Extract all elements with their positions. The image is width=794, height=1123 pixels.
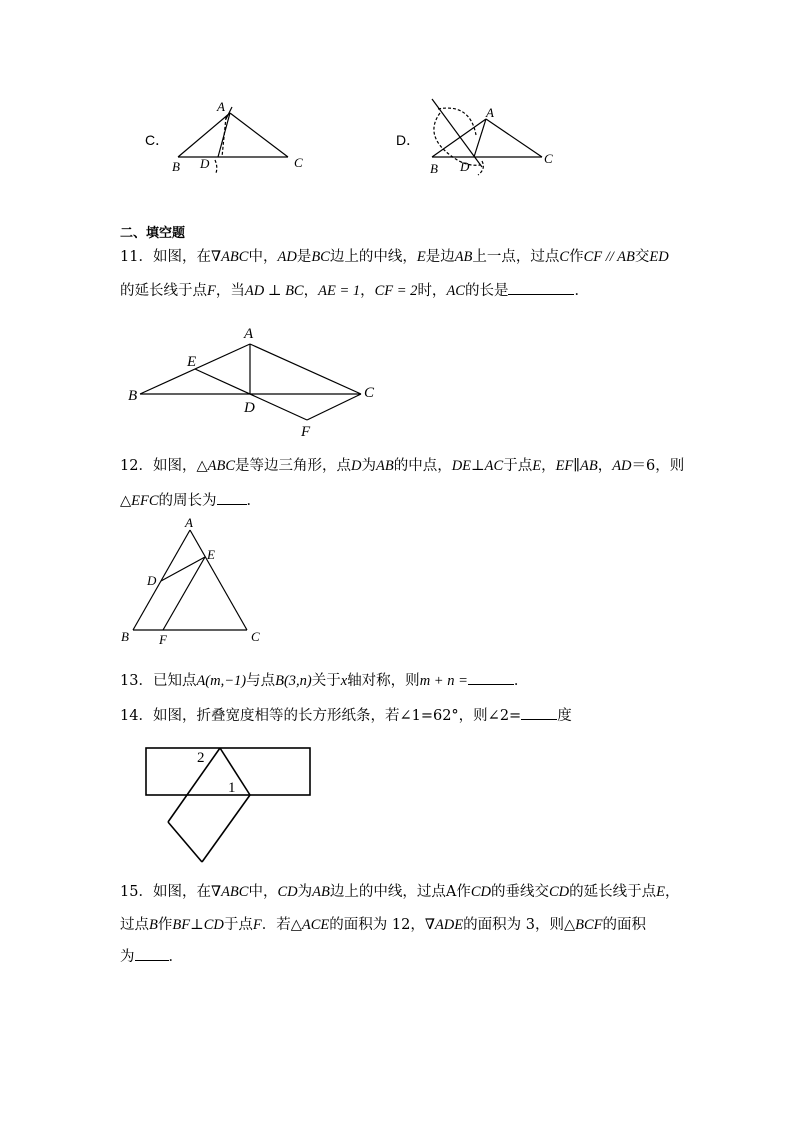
- q14-line: 14．如图，折叠宽度相等的长方形纸条，若∠1=62°，则∠2= 度: [120, 705, 572, 726]
- folded-bottom-left: [168, 822, 202, 862]
- q15-answer-blank[interactable]: [135, 946, 169, 961]
- option-d-figure: [420, 95, 570, 180]
- q13-answer-blank[interactable]: [468, 670, 514, 685]
- label-a: A: [185, 515, 193, 530]
- dashed-arc-bottom: [215, 160, 217, 173]
- label-b: B: [172, 159, 180, 174]
- label-a: A: [486, 105, 494, 120]
- q11-line1: 11．如图，在∇ABC中，AD是BC边上的中线，E是边AB上一点，过点C作CF // AB交ED: [120, 249, 669, 265]
- side-ac: [190, 530, 247, 630]
- option-c-figure: [160, 95, 320, 180]
- segment-ad: [474, 119, 486, 157]
- label-c: C: [544, 151, 553, 166]
- side-ab: [178, 113, 230, 157]
- q11-line2: 的延长线于点F，当AD ⊥ BC，AE = 1，CF = 2时，AC的长是 ．: [120, 280, 589, 301]
- label-d: D: [244, 400, 255, 416]
- q14-answer-blank[interactable]: [521, 705, 557, 720]
- q15-line3: 为 ．: [120, 946, 183, 967]
- label-f: F: [301, 424, 311, 440]
- q11-answer-blank[interactable]: [508, 280, 574, 295]
- option-c-label: C．: [145, 132, 170, 148]
- side-ac: [486, 119, 542, 157]
- label-a: A: [244, 326, 254, 342]
- q15-line1: 15．如图，在∇ABC中，CD为AB边上的中线，过点A作CD的垂线交CD的延长线于点E，: [120, 884, 680, 900]
- angle-1-label: 1: [228, 780, 236, 796]
- side-ac: [230, 113, 288, 157]
- q12-figure: [115, 515, 265, 645]
- q11-figure: [125, 322, 385, 442]
- label-c: C: [364, 385, 375, 401]
- q12-answer-blank[interactable]: [217, 490, 247, 505]
- q13-line: 13．已知点A(m,−1)与点B(3,n)关于x轴对称，则m + n = ．: [120, 670, 528, 691]
- side-ab: [133, 530, 190, 630]
- label-a: A: [217, 99, 225, 114]
- dashed-arc-top: [438, 108, 476, 135]
- q14-figure: [140, 740, 320, 870]
- q12-line2: △EFC的周长为 ．: [120, 490, 261, 511]
- label-b: B: [430, 161, 438, 176]
- dashed-arc: [222, 117, 226, 157]
- label-e: E: [187, 354, 197, 370]
- label-d: D: [147, 573, 157, 588]
- side-ab: [432, 119, 486, 157]
- label-d: D: [460, 159, 470, 174]
- fold-edge-left: [168, 748, 220, 822]
- label-c: C: [251, 629, 260, 644]
- option-d-label: D．: [396, 132, 421, 148]
- angle-2-label: 2: [197, 750, 205, 766]
- q15-line2: 过点B作BF⊥CD于点F．若△ACE的面积为 12，∇ADE的面积为 3，则△BCF的面积: [120, 917, 647, 933]
- q12-line1: 12．如图，△ABC是等边三角形，点D为AB的中点，DE⊥AC于点E，EF∥AB，AD＝6，则: [120, 458, 685, 474]
- section-title: 二、填空题: [120, 225, 186, 240]
- segment-ad: [218, 113, 230, 157]
- label-f: F: [159, 632, 167, 645]
- folded-bottom-right: [202, 795, 250, 862]
- label-d: D: [200, 156, 210, 171]
- label-b: B: [121, 629, 129, 644]
- side-ac: [250, 344, 361, 394]
- label-c: C: [294, 155, 303, 170]
- segment-cf: [307, 394, 361, 420]
- label-b: B: [128, 388, 138, 404]
- label-e: E: [207, 547, 215, 562]
